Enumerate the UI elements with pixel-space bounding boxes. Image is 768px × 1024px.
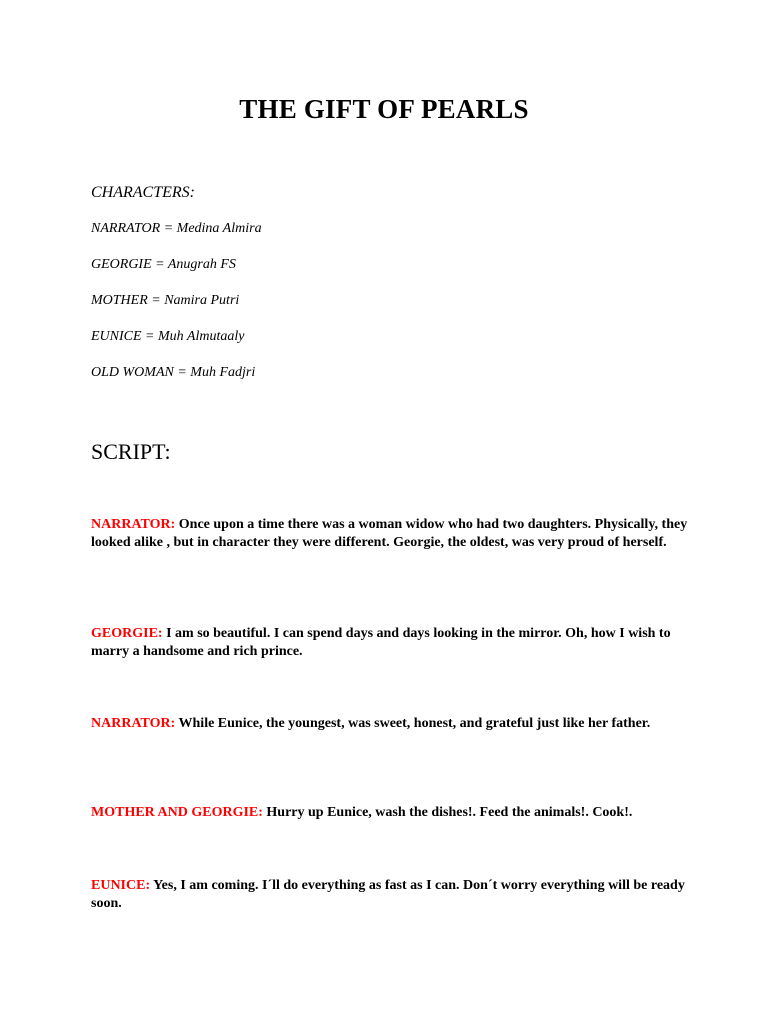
speaker-label: NARRATOR: <box>91 716 176 731</box>
dialogue-line <box>91 804 691 822</box>
dialogue-text: Yes, I am coming. I´ll do everything as fast as I can. Don´t worry everything will be ready soon. <box>91 878 685 911</box>
dialogue-line <box>91 625 691 661</box>
character-line: OLD WOMAN = Muh Fadjri <box>91 365 256 380</box>
dialogue-line <box>91 516 691 552</box>
speaker-label: NARRATOR: <box>91 517 176 532</box>
speaker-label: EUNICE: <box>91 878 151 893</box>
speaker-label: GEORGIE: <box>91 626 163 641</box>
dialogue-text: Hurry up Eunice, wash the dishes!. Feed the animals!. Cook!. <box>266 805 633 820</box>
dialogue-text: While Eunice, the youngest, was sweet, honest, and grateful just like her father. <box>178 716 651 731</box>
character-line: GEORGIE = Anugrah FS <box>91 257 236 272</box>
characters-heading: CHARACTERS: <box>91 184 195 201</box>
character-line: EUNICE = Muh Almutaaly <box>91 329 245 344</box>
dialogue-text: I am so beautiful. I can spend days and days looking in the mirror. Oh, how I wish to marry a handsome and rich prince. <box>91 626 671 659</box>
dialogue-line <box>91 715 691 733</box>
character-line: NARRATOR = Medina Almira <box>91 221 262 236</box>
dialogue-line <box>91 877 691 913</box>
characters-section <box>91 182 691 398</box>
document-title: THE GIFT OF PEARLS <box>239 94 529 124</box>
dialogue-text: Once upon a time there was a woman widow who had two daughters. Physically, they looked alike , but in character they were different. Georgie, the oldest, was very proud of herself. <box>91 517 688 550</box>
script-heading: SCRIPT: <box>91 439 171 464</box>
character-line: MOTHER = Namira Putri <box>91 293 240 308</box>
speaker-label: MOTHER AND GEORGIE: <box>91 805 263 820</box>
